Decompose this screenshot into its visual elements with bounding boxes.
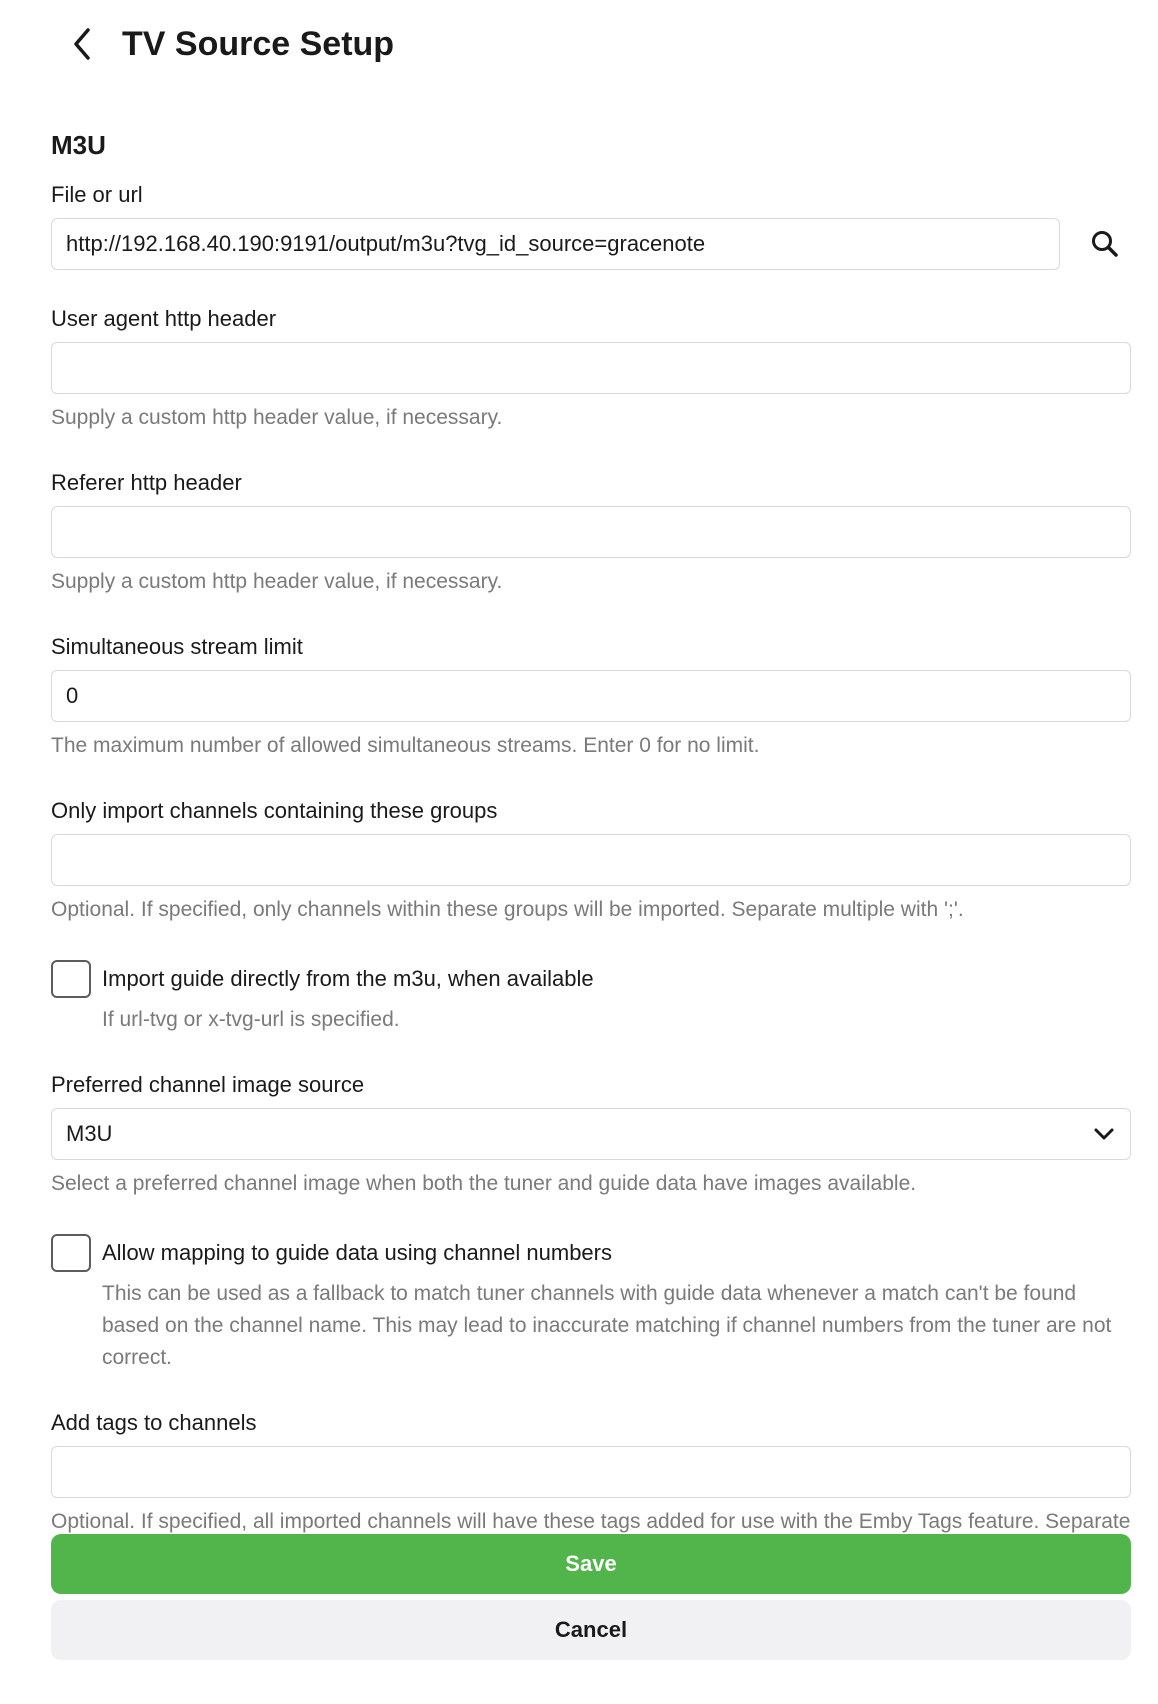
stream-limit-input[interactable] bbox=[51, 670, 1131, 722]
search-icon bbox=[1090, 229, 1120, 259]
file-url-row bbox=[51, 218, 1131, 270]
image-source-field bbox=[51, 1070, 1131, 1200]
image-source-label: Preferred channel image source bbox=[51, 1072, 365, 1097]
tags-input[interactable] bbox=[51, 1446, 1131, 1498]
section-title: M3U bbox=[51, 130, 106, 160]
referer-label: Referer http header bbox=[51, 470, 242, 495]
user-agent-input[interactable] bbox=[51, 342, 1131, 394]
stream-limit-label: Simultaneous stream limit bbox=[51, 634, 303, 659]
image-source-hint: Select a preferred channel image when both the tuner and guide data have images available. bbox=[51, 1172, 917, 1195]
tags-hint: Optional. If specified, all imported channels will have these tags added for use with the Emby Tags feature. Separate bbox=[51, 1510, 1131, 1533]
channel-mapping-row[interactable] bbox=[51, 1234, 1131, 1272]
file-url-input[interactable] bbox=[51, 218, 1060, 270]
search-button[interactable] bbox=[1079, 218, 1131, 270]
groups-field bbox=[51, 796, 1131, 926]
chevron-left-icon bbox=[68, 26, 96, 62]
form-content bbox=[51, 128, 1131, 1604]
import-guide-row[interactable] bbox=[51, 960, 1131, 998]
user-agent-field bbox=[51, 304, 1131, 434]
tags-label: Add tags to channels bbox=[51, 1410, 257, 1435]
back-button[interactable] bbox=[62, 24, 102, 64]
user-agent-hint: Supply a custom http header value, if necessary. bbox=[51, 406, 503, 429]
referer-input[interactable] bbox=[51, 506, 1131, 558]
image-source-value: M3U bbox=[66, 1121, 113, 1146]
channel-mapping-field bbox=[51, 1234, 1131, 1374]
image-source-select[interactable] bbox=[51, 1108, 1131, 1160]
page-header bbox=[0, 0, 1158, 92]
import-guide-field bbox=[51, 960, 1131, 1036]
import-guide-label[interactable]: Import guide directly from the m3u, when available bbox=[102, 966, 594, 991]
cancel-button[interactable]: Cancel bbox=[51, 1600, 1131, 1660]
page-title: TV Source Setup bbox=[122, 25, 395, 63]
chevron-down-icon bbox=[1092, 1126, 1116, 1142]
referer-hint: Supply a custom http header value, if necessary. bbox=[51, 570, 503, 593]
stream-limit-hint: The maximum number of allowed simultaneous streams. Enter 0 for no limit. bbox=[51, 734, 760, 757]
groups-hint: Optional. If specified, only channels within these groups will be imported. Separate multiple with ';'. bbox=[51, 898, 964, 921]
channel-mapping-checkbox[interactable] bbox=[51, 1234, 91, 1272]
save-button[interactable]: Save bbox=[51, 1534, 1131, 1594]
channel-mapping-label[interactable]: Allow mapping to guide data using channel numbers bbox=[102, 1240, 612, 1265]
import-guide-hint: If url-tvg or x-tvg-url is specified. bbox=[102, 1008, 400, 1031]
channel-mapping-hint: This can be used as a fallback to match tuner channels with guide data whenever a match can't be found based on the channel name. This may lead to inaccurate matching if channel numbers from the tuner are not correct. bbox=[102, 1282, 1112, 1369]
groups-label: Only import channels containing these groups bbox=[51, 798, 498, 823]
stream-limit-field bbox=[51, 632, 1131, 762]
groups-input[interactable] bbox=[51, 834, 1131, 886]
user-agent-label: User agent http header bbox=[51, 306, 277, 331]
file-url-label: File or url bbox=[51, 182, 143, 207]
import-guide-checkbox[interactable] bbox=[51, 960, 91, 998]
referer-field bbox=[51, 468, 1131, 598]
file-url-field bbox=[51, 180, 1131, 270]
